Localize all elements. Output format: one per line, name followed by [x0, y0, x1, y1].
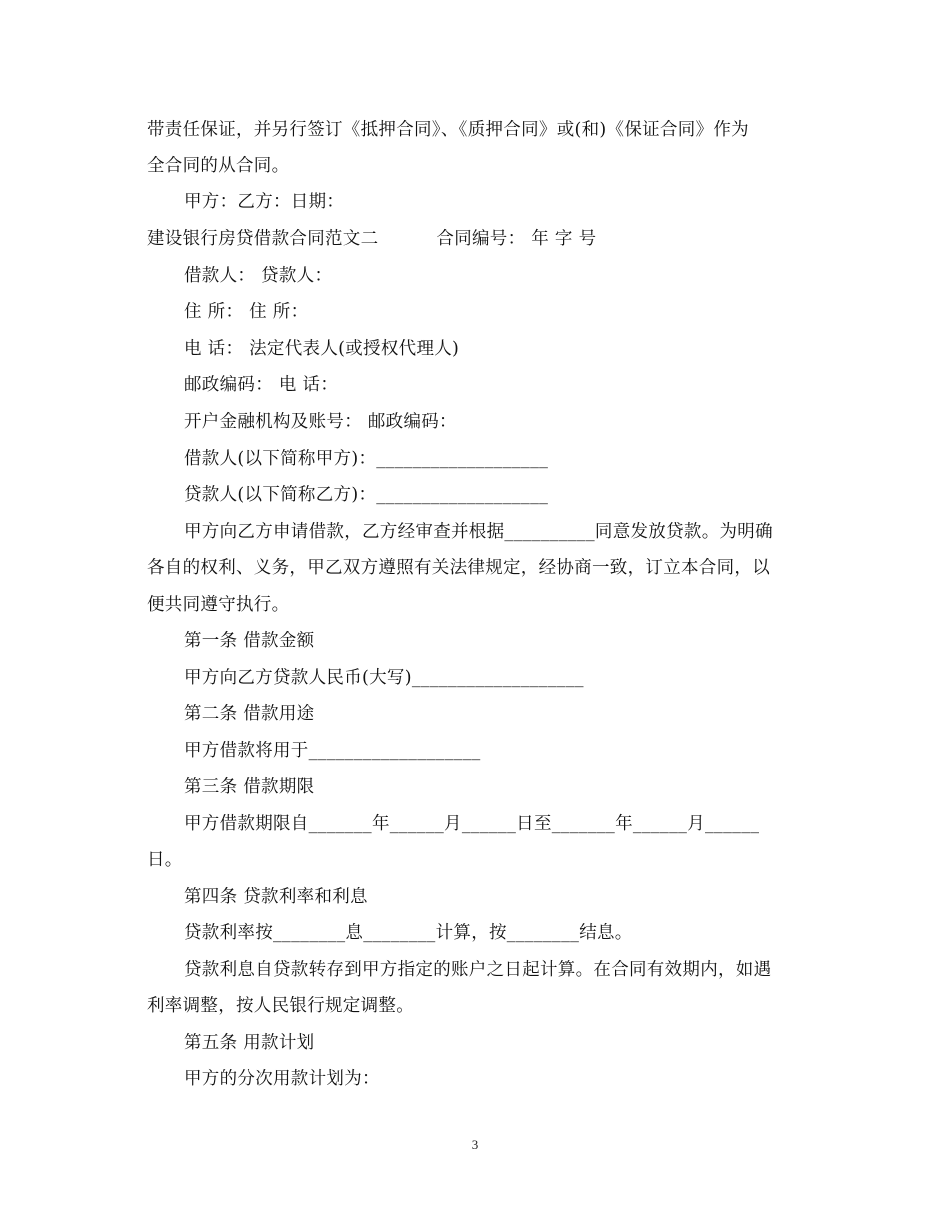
paragraph-line: 甲方向乙方贷款人民币(大写)___________________	[184, 668, 584, 688]
paragraph-line: 甲方向乙方申请借款，乙方经审查并根据__________同意发放贷款。为明确	[184, 522, 773, 542]
contract-number-label: 合同编号： 年 字 号	[436, 229, 597, 249]
page-number: 3	[471, 1137, 479, 1152]
paragraph-line: 甲方借款将用于___________________	[184, 741, 481, 761]
paragraph-line: 带责任保证，并另行签订《抵押合同》、《质押合同》或(和)《保证合同》作为	[147, 120, 749, 140]
article-heading: 第一条 借款金额	[184, 631, 315, 651]
contract-title-line	[147, 227, 807, 251]
postcode-line: 邮政编码： 电 话：	[184, 375, 339, 395]
article-heading: 第四条 贷款利率和利息	[184, 887, 368, 907]
borrower-line: 借款人(以下简称甲方)：___________________	[184, 449, 549, 469]
phone-line: 电 话： 法定代表人(或授权代理人)	[184, 339, 460, 359]
address-line: 住 所： 住 所：	[184, 302, 309, 322]
contract-title: 建设银行房贷借款合同范文二	[147, 229, 379, 249]
paragraph-line: 甲方的分次用款计划为：	[184, 1069, 380, 1089]
party-line: 借款人： 贷款人：	[184, 266, 333, 286]
bank-account-line: 开户金融机构及账号： 邮政编码：	[184, 412, 457, 432]
article-heading: 第二条 借款用途	[184, 704, 315, 724]
paragraph-line: 贷款利率按________息________计算，按________结息。	[184, 923, 633, 943]
paragraph-line: 全合同的从合同。	[147, 156, 290, 176]
paragraph-line: 便共同遵守执行。	[147, 595, 290, 615]
paragraph-line: 贷款利息自贷款转存到甲方指定的账户之日起计算。在合同有效期内，如遇	[184, 960, 772, 980]
signature-line: 甲方：乙方：日期：	[184, 192, 345, 212]
article-heading: 第五条 用款计划	[184, 1033, 315, 1053]
lender-line: 贷款人(以下简称乙方)：___________________	[184, 485, 549, 505]
paragraph-line: 日。	[147, 850, 183, 870]
paragraph-line: 甲方借款期限自_______年______月______日至_______年______月______	[184, 814, 760, 834]
paragraph-line: 各自的权利、义务，甲乙双方遵照有关法律规定，经协商一致，订立本合同，以	[147, 558, 770, 578]
paragraph-line: 利率调整，按人民银行规定调整。	[147, 996, 414, 1016]
article-heading: 第三条 借款期限	[184, 777, 315, 797]
